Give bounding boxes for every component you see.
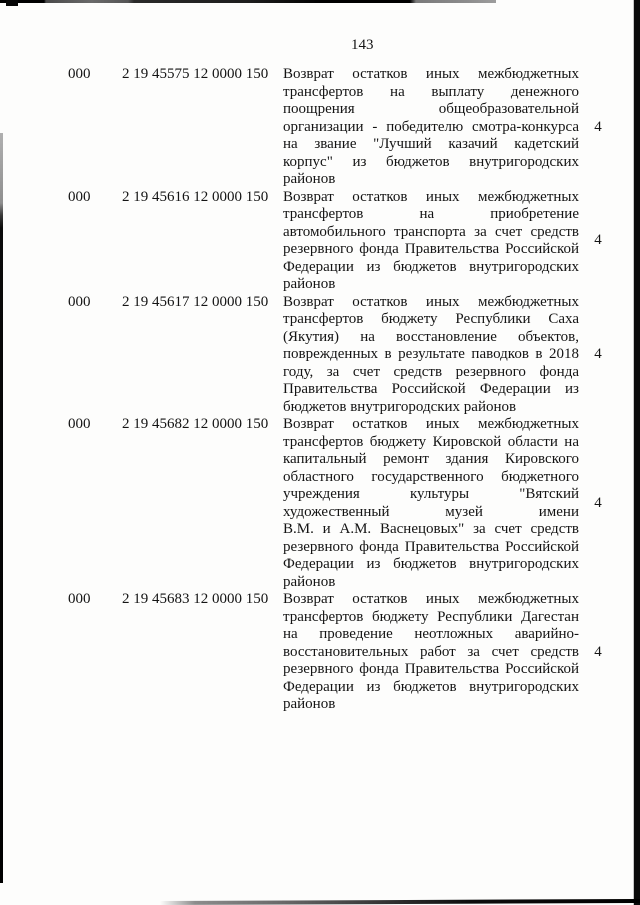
classification-code-cell: 2 19 45682 12 0000 150: [122, 416, 269, 432]
table-row: [68, 66, 608, 189]
classification-code-cell: 2 19 45683 12 0000 150: [122, 591, 269, 607]
scan-artifact-bottom-edge: [160, 899, 640, 905]
note-cell: 4: [594, 232, 602, 249]
scan-artifact-top-edge: [0, 0, 496, 3]
classification-code-cell: 2 19 45575 12 0000 150: [122, 66, 269, 82]
classification-code-cell: 2 19 45616 12 0000 150: [122, 188, 269, 205]
scan-artifact-top-left-mark: [6, 0, 18, 6]
description-cell: Возврат остатков иных межбюджетных трансфертов на выплату денежного поощрения общеобразовательной организации - победителю смотра-конкурса на звание "Лучший казачий кадетский корпус" из бюджетов внутригородских районов: [283, 66, 579, 187]
admin-code-cell: 000: [68, 188, 91, 205]
table-row: [68, 591, 608, 714]
note-cell: 4: [594, 643, 602, 660]
classification-code-cell: 2 19 45617 12 0000 150: [122, 293, 269, 310]
page-number: 143: [351, 37, 374, 53]
description-cell: Возврат остатков иных межбюджетных трансфертов бюджету Республики Саха (Якутия) на восстановление объектов, поврежденных в результате паводков в 2018 году, за счет средств резервного фонда Правительства Российской Федерации из бюджетов внутригородских районов: [283, 293, 579, 415]
admin-code-cell: 000: [68, 66, 91, 82]
description-cell: Возврат остатков иных межбюджетных трансфертов на приобретение автомобильного транспорта за счет средств резервного фонда Правительства Российской Федерации из бюджетов внутригородских районов: [283, 188, 579, 292]
admin-code-cell: 000: [68, 591, 91, 607]
admin-code-cell: 000: [68, 293, 91, 310]
table-row: [68, 189, 608, 294]
note-cell: 4: [594, 494, 602, 511]
description-cell: Возврат остатков иных межбюджетных трансфертов бюджету Республики Дагестан на проведение неотложных аварийно-восстановительных работ за счет средств резервного фонда Правительства Российской Федерации из бюджетов внутригородских районов: [283, 591, 579, 712]
scan-artifact-left-edge: [0, 133, 3, 883]
admin-code-cell: 000: [68, 416, 91, 432]
budget-codes-table: [68, 66, 608, 714]
note-cell: 4: [594, 118, 602, 135]
scan-artifact-right-edge: [633, 0, 640, 905]
table-row: [68, 416, 608, 591]
table-row: [68, 294, 608, 417]
note-cell: 4: [594, 346, 602, 362]
description-cell: Возврат остатков иных межбюджетных трансфертов бюджету Кировской области на капитальный ремонт здания Кировского областного государственного бюджетного учреждения культуры "Вятский художественный музей имени В.М. и А.М. Васнецовых" за счет средств резервного фонда Правительства Российской Федерации из бюджетов внутригородских районов: [283, 416, 579, 590]
